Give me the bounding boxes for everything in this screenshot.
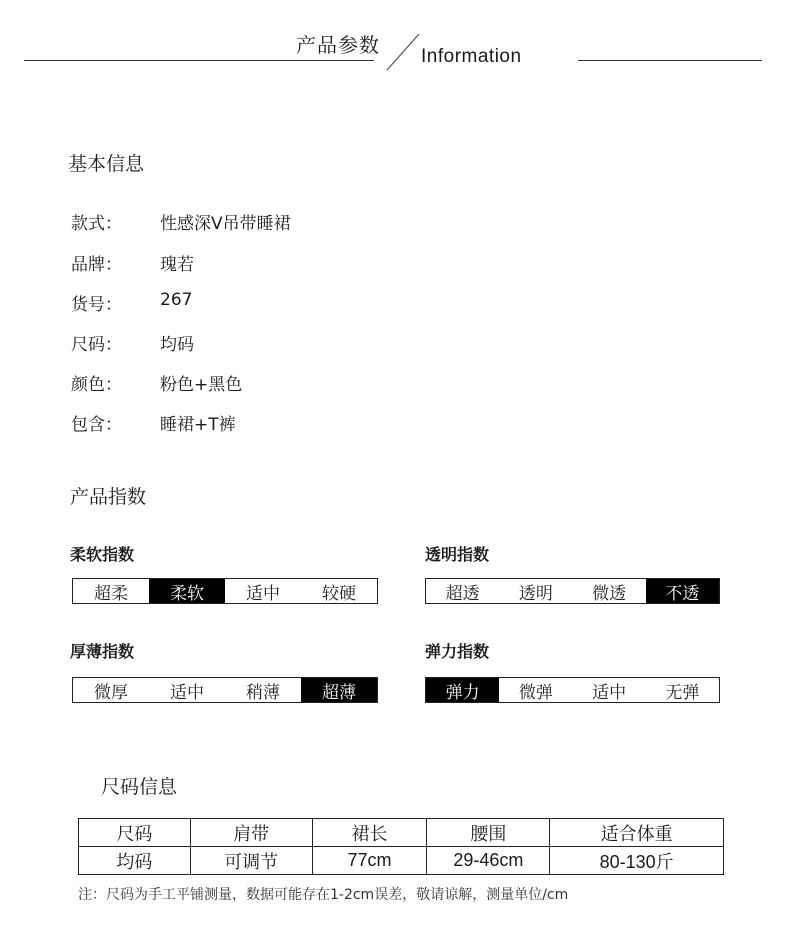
scale-option: 微弹 xyxy=(518,682,553,703)
table-cell: 77cm xyxy=(312,847,427,875)
info-label: 款式： xyxy=(71,214,122,234)
table-header-cell: 尺码 xyxy=(79,819,191,847)
info-label: 包含： xyxy=(71,415,122,435)
softness-index-title: 柔软指数 xyxy=(70,545,135,564)
scale-option: 适中 xyxy=(592,682,627,703)
header-line-left xyxy=(24,60,374,61)
table-header-cell: 适合体重 xyxy=(550,819,724,847)
table-header-cell: 腰围 xyxy=(427,819,550,847)
scale-option: 透明 xyxy=(518,583,553,604)
info-value: 粉色+黑色 xyxy=(160,375,243,395)
info-value: 性感深V吊带睡裙 xyxy=(160,214,291,234)
header-line-right xyxy=(578,60,762,61)
thickness-index-title: 厚薄指数 xyxy=(70,642,135,661)
info-value: 均码 xyxy=(160,335,194,355)
info-label: 货号： xyxy=(71,295,122,315)
header-title-cn: 产品参数 xyxy=(296,33,380,57)
info-value: 瑰若 xyxy=(160,255,194,275)
scale-option: 适中 xyxy=(246,583,280,604)
info-label: 尺码： xyxy=(71,335,122,355)
scale-option: 无弹 xyxy=(665,682,700,703)
basic-info-title: 基本信息 xyxy=(68,153,145,175)
table-cell: 均码 xyxy=(79,847,191,875)
scale-option: 微透 xyxy=(592,583,627,604)
info-label: 品牌： xyxy=(71,255,122,275)
info-value: 267 xyxy=(160,290,193,310)
header-slash-divider xyxy=(383,32,423,72)
scale-option: 超薄 xyxy=(301,678,377,702)
softness-scale xyxy=(72,578,378,604)
elasticity-scale xyxy=(425,677,720,703)
table-header-row xyxy=(79,819,724,847)
scale-option: 不透 xyxy=(646,579,719,603)
scale-option: 弹力 xyxy=(426,678,499,702)
table-row xyxy=(79,847,724,875)
product-index-title: 产品指数 xyxy=(70,486,147,508)
table-header-cell: 裙长 xyxy=(312,819,427,847)
table-header-cell: 肩带 xyxy=(190,819,312,847)
table-cell: 可调节 xyxy=(190,847,312,875)
scale-option: 适中 xyxy=(170,682,204,703)
size-info-title: 尺码信息 xyxy=(101,776,178,798)
header-title-en: Information xyxy=(421,46,522,67)
scale-option: 微厚 xyxy=(94,682,128,703)
scale-option: 超透 xyxy=(445,583,480,604)
table-cell: 80-130斤 xyxy=(550,847,724,875)
thickness-scale xyxy=(72,677,378,703)
size-table xyxy=(78,818,724,875)
info-label: 颜色： xyxy=(71,375,122,395)
size-note: 注：尺码为手工平铺测量，数据可能存在1-2cm误差，敬请谅解，测量单位/cm xyxy=(78,887,569,903)
scale-option: 柔软 xyxy=(149,579,225,603)
scale-option: 稍薄 xyxy=(246,682,280,703)
elasticity-index-title: 弹力指数 xyxy=(425,642,490,661)
info-value: 睡裙+T裤 xyxy=(160,415,236,435)
transparency-index-title: 透明指数 xyxy=(425,545,490,564)
table-cell: 29-46cm xyxy=(427,847,550,875)
transparency-scale xyxy=(425,578,720,604)
scale-option: 超柔 xyxy=(94,583,128,604)
scale-option: 较硬 xyxy=(322,583,356,604)
